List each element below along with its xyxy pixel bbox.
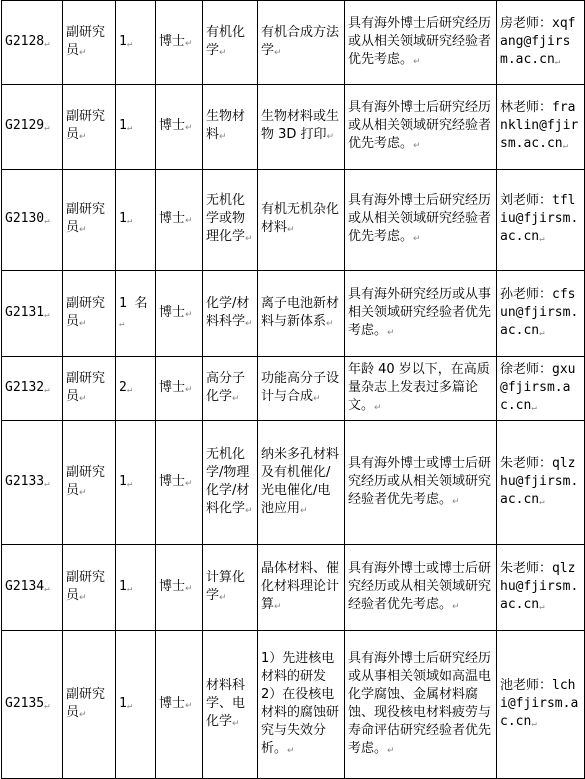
paragraph-mark-icon: ↵: [185, 38, 193, 49]
research-direction: 功能高分子设计与合成: [261, 370, 340, 404]
paragraph-mark-icon: ↵: [79, 393, 87, 404]
position-code: G2131: [5, 304, 45, 320]
research-direction: 生物材料或生物 3D 打印: [261, 109, 340, 142]
discipline: 化学/材料科学: [206, 295, 250, 329]
degree: 博士: [159, 695, 186, 711]
paragraph-mark-icon: ↵: [374, 402, 382, 413]
headcount: 2: [119, 379, 127, 395]
position-code: G2133: [5, 473, 45, 489]
paragraph-mark-icon: ↵: [300, 505, 308, 516]
paragraph-mark-icon: ↵: [232, 393, 240, 404]
headcount-cell: [116, 421, 156, 545]
discipline: 材料科学、电化学: [206, 677, 246, 729]
research-direction-cell: [258, 545, 345, 631]
headcount: 1: [119, 211, 127, 226]
discipline-cell: [203, 421, 258, 545]
requirement: 年龄 40 岁以下，在高质量杂志上发表过多篇论文。: [348, 361, 490, 413]
degree: 博士: [159, 473, 186, 489]
table-row: [2, 1, 585, 85]
requirement: 具有海外博士后研究经历或从相关领域研究经验者优先考虑。: [348, 193, 492, 244]
paragraph-mark-icon: ↵: [245, 318, 253, 329]
degree-cell: [156, 1, 203, 85]
requirement: 具有海外博士或博士后研究经历或从相关领域研究经验者优先考虑。: [348, 560, 492, 612]
table-row: [2, 545, 585, 631]
paragraph-mark-icon: ↵: [79, 225, 87, 235]
position-code-cell: [2, 1, 63, 85]
paragraph-mark-icon: ↵: [126, 700, 133, 711]
paragraph-mark-icon: ↵: [287, 745, 295, 756]
paragraph-mark-icon: ↵: [274, 47, 282, 58]
discipline: 有机化学: [206, 24, 246, 58]
requirement-cell: [345, 421, 497, 545]
contact-email-link[interactable]: cfsun@fjirsm.ac.cn: [500, 286, 579, 338]
research-direction-cell: [258, 421, 345, 545]
discipline: 无机化学/物理化学/材料化学: [206, 446, 250, 516]
job-title: 副研究员: [66, 686, 106, 720]
headcount: 1: [119, 118, 127, 133]
paragraph-mark-icon: ↵: [287, 225, 295, 235]
position-code-cell: [2, 170, 63, 271]
job-title: 副研究员: [66, 109, 106, 142]
headcount-cell: [116, 1, 156, 85]
paragraph-mark-icon: ↵: [413, 141, 421, 151]
table-row: [2, 357, 585, 421]
paragraph-mark-icon: ↵: [79, 132, 87, 142]
research-direction-cell: [258, 271, 345, 357]
requirement-cell: [345, 271, 497, 357]
headcount: 1 名: [119, 295, 148, 311]
research-direction: 有机无机杂化材料: [261, 202, 340, 235]
paragraph-mark-icon: ↵: [126, 478, 133, 489]
contact-email-link[interactable]: lchi@fjirsm.ac.cn: [500, 677, 579, 729]
paragraph-mark-icon: ↵: [119, 318, 125, 329]
paragraph-mark-icon: ↵: [531, 718, 537, 729]
paragraph-mark-icon: ↵: [126, 123, 133, 133]
research-direction-cell: [258, 1, 345, 85]
degree: 博士: [159, 118, 186, 133]
requirement: 具有海外研究经历或从事相关领域研究经验者优先考虑。: [348, 286, 492, 338]
contact-name: 林老师：: [500, 100, 553, 115]
paragraph-mark-icon: ↵: [185, 478, 193, 489]
table-row: [2, 631, 585, 779]
paragraph-mark-icon: ↵: [185, 384, 193, 395]
discipline: 高分子化学: [206, 370, 246, 404]
contact-cell: [497, 545, 585, 631]
table-row: [2, 271, 585, 357]
headcount-cell: [116, 85, 156, 170]
degree: 博士: [159, 379, 186, 395]
position-code-cell: [2, 271, 63, 357]
paragraph-mark-icon: ↵: [452, 496, 460, 507]
discipline-cell: [203, 85, 258, 170]
paragraph-mark-icon: ↵: [79, 318, 87, 329]
research-direction-cell: [258, 85, 345, 170]
paragraph-mark-icon: ↵: [232, 718, 240, 729]
job-title: 副研究员: [66, 464, 106, 498]
job-title: 副研究员: [66, 569, 106, 603]
paragraph-mark-icon: ↵: [554, 56, 561, 67]
degree-cell: [156, 85, 203, 170]
degree-cell: [156, 357, 203, 421]
job-title: 副研究员: [66, 24, 106, 58]
paragraph-mark-icon: ↵: [79, 709, 87, 720]
job-title-cell: [63, 545, 116, 631]
contact-cell: [497, 631, 585, 779]
job-title-cell: [63, 85, 116, 170]
paragraph-mark-icon: ↵: [245, 505, 253, 516]
job-title-cell: [63, 271, 116, 357]
paragraph-mark-icon: ↵: [44, 38, 50, 49]
paragraph-mark-icon: ↵: [44, 216, 50, 226]
research-direction-cell: [258, 170, 345, 271]
job-title-cell: [63, 1, 116, 85]
paragraph-mark-icon: ↵: [44, 384, 50, 395]
paragraph-mark-icon: ↵: [44, 309, 50, 320]
position-code: G2128: [5, 33, 45, 49]
contact-email-link[interactable]: tfliu@fjirsm.ac.cn: [500, 193, 579, 244]
degree-cell: [156, 631, 203, 779]
paragraph-mark-icon: ↵: [413, 234, 421, 244]
discipline: 无机化学或物理化学: [206, 193, 246, 244]
paragraph-mark-icon: ↵: [562, 141, 569, 151]
job-title: 副研究员: [66, 202, 106, 235]
paragraph-mark-icon: ↵: [185, 583, 193, 594]
discipline: 计算化学: [206, 569, 246, 603]
headcount: 1: [119, 473, 127, 489]
job-title-cell: [63, 631, 116, 779]
paragraph-mark-icon: ↵: [79, 592, 87, 603]
contact-name: 池老师：: [500, 677, 553, 693]
requirement-cell: [345, 631, 497, 779]
paragraph-mark-icon: ↵: [274, 601, 282, 612]
headcount-cell: [116, 271, 156, 357]
job-title-cell: [63, 357, 116, 421]
paragraph-mark-icon: ↵: [452, 601, 460, 612]
paragraph-mark-icon: ↵: [326, 132, 335, 142]
paragraph-mark-icon: ↵: [44, 478, 50, 489]
paragraph-mark-icon: ↵: [185, 309, 193, 320]
position-code-cell: [2, 631, 63, 779]
paragraph-mark-icon: ↵: [185, 700, 193, 711]
discipline: 生物材料: [206, 109, 246, 142]
headcount: 1: [119, 695, 127, 711]
paragraph-mark-icon: ↵: [539, 234, 545, 244]
paragraph-mark-icon: ↵: [126, 38, 133, 49]
table-body: [2, 1, 585, 779]
paragraph-mark-icon: ↵: [539, 601, 545, 612]
table-row: [2, 85, 585, 170]
position-code-cell: [2, 85, 63, 170]
paragraph-mark-icon: ↵: [313, 393, 321, 404]
paragraph-mark-icon: ↵: [219, 47, 227, 58]
paragraph-mark-icon: ↵: [413, 56, 421, 67]
discipline-cell: [203, 357, 258, 421]
requirement-cell: [345, 170, 497, 271]
headcount-cell: [116, 357, 156, 421]
contact-name: 房老师：: [500, 15, 553, 31]
paragraph-mark-icon: ↵: [387, 745, 395, 756]
contact-email-link[interactable]: xqfang@fjirsm.ac.cn: [500, 15, 576, 67]
paragraph-mark-icon: ↵: [126, 583, 133, 594]
paragraph-mark-icon: ↵: [44, 123, 50, 133]
position-code: G2134: [5, 578, 45, 594]
research-direction: 纳米多孔材料及有机催化/光电催化/电池应用: [261, 446, 340, 516]
requirement: 具有海外博士后研究经历或从事相关领域如高温电化学腐蚀、金属材料腐蚀、现役核电材料疲劳与寿命评估研究经验者优先考虑。: [348, 650, 492, 756]
research-direction-cell: [258, 631, 345, 779]
requirement: 具有海外博士后研究经历或从相关领域研究经验者优先考虑。: [348, 100, 492, 151]
degree: 博士: [159, 578, 186, 594]
position-code: G2130: [5, 211, 45, 226]
contact-email-link[interactable]: franklin@fjirsm.ac.cn: [500, 100, 579, 151]
paragraph-mark-icon: ↵: [185, 123, 193, 133]
contact-email-link[interactable]: qlzhu@fjirsm.ac.cn: [500, 560, 579, 612]
table-row: [2, 421, 585, 545]
discipline-cell: [203, 631, 258, 779]
headcount-cell: [116, 631, 156, 779]
paragraph-mark-icon: ↵: [126, 216, 133, 226]
paragraph-mark-icon: ↵: [531, 402, 537, 413]
requirement-cell: [345, 545, 497, 631]
contact-name: 刘老师：: [500, 193, 553, 208]
contact-email-link[interactable]: qlzhu@fjirsm.ac.cn: [500, 455, 579, 507]
position-code-cell: [2, 421, 63, 545]
contact-cell: [497, 85, 585, 170]
requirement-cell: [345, 357, 497, 421]
contact-name: 孙老师：: [500, 286, 553, 302]
degree: 博士: [159, 33, 186, 49]
paragraph-mark-icon: ↵: [44, 700, 50, 711]
contact-cell: [497, 170, 585, 271]
discipline-cell: [203, 1, 258, 85]
job-title: 副研究员: [66, 295, 106, 329]
research-direction: 晶体材料、催化材料理论计算: [261, 560, 340, 612]
contact-email-link[interactable]: gxu@fjirsm.ac.cn: [500, 361, 576, 413]
contact-cell: [497, 1, 585, 85]
degree-cell: [156, 170, 203, 271]
job-title-cell: [63, 421, 116, 545]
position-code: G2132: [5, 379, 45, 395]
contact-cell: [497, 357, 585, 421]
recruitment-table: [1, 0, 585, 779]
position-code: G2129: [5, 118, 45, 133]
paragraph-mark-icon: ↵: [387, 327, 395, 338]
paragraph-mark-icon: ↵: [219, 132, 227, 142]
headcount-cell: [116, 545, 156, 631]
requirement: 具有海外博士后研究经历或从相关领域研究经验者优先考虑。: [348, 15, 492, 67]
paragraph-mark-icon: ↵: [326, 318, 334, 329]
requirement: 具有海外博士或博士后研究经历或从相关领域研究经验者优先考虑。: [348, 455, 492, 507]
headcount-cell: [116, 170, 156, 271]
paragraph-mark-icon: ↵: [539, 496, 545, 507]
contact-name: 朱老师：: [500, 455, 553, 471]
position-code-cell: [2, 545, 63, 631]
degree: 博士: [159, 211, 186, 226]
contact-cell: [497, 271, 585, 357]
job-title: 副研究员: [66, 370, 106, 404]
research-direction: 离子电池新材料与新体系: [261, 295, 340, 329]
paragraph-mark-icon: ↵: [79, 487, 87, 498]
contact-name: 朱老师：: [500, 560, 553, 576]
position-code: G2135: [5, 695, 45, 711]
discipline-cell: [203, 170, 258, 271]
requirement-cell: [345, 85, 497, 170]
headcount: 1: [119, 578, 127, 594]
research-direction: 有机合成方法学: [261, 24, 340, 58]
research-direction-cell: [258, 357, 345, 421]
degree-cell: [156, 271, 203, 357]
paragraph-mark-icon: ↵: [185, 216, 193, 226]
table-row: [2, 170, 585, 271]
degree-cell: [156, 545, 203, 631]
paragraph-mark-icon: ↵: [245, 234, 253, 244]
job-title-cell: [63, 170, 116, 271]
discipline-cell: [203, 545, 258, 631]
requirement-cell: [345, 1, 497, 85]
paragraph-mark-icon: ↵: [219, 592, 227, 603]
position-code-cell: [2, 357, 63, 421]
degree-cell: [156, 421, 203, 545]
degree: 博士: [159, 304, 186, 320]
headcount: 1: [119, 33, 127, 49]
contact-name: 徐老师：: [500, 361, 553, 377]
paragraph-mark-icon: ↵: [44, 583, 50, 594]
discipline-cell: [203, 271, 258, 357]
paragraph-mark-icon: ↵: [79, 47, 87, 58]
paragraph-mark-icon: ↵: [126, 384, 133, 395]
contact-cell: [497, 421, 585, 545]
paragraph-mark-icon: ↵: [539, 327, 545, 338]
research-direction: 1）先进核电材料的研发 2）在役核电材料的腐蚀研究与失效分析。: [261, 650, 340, 756]
